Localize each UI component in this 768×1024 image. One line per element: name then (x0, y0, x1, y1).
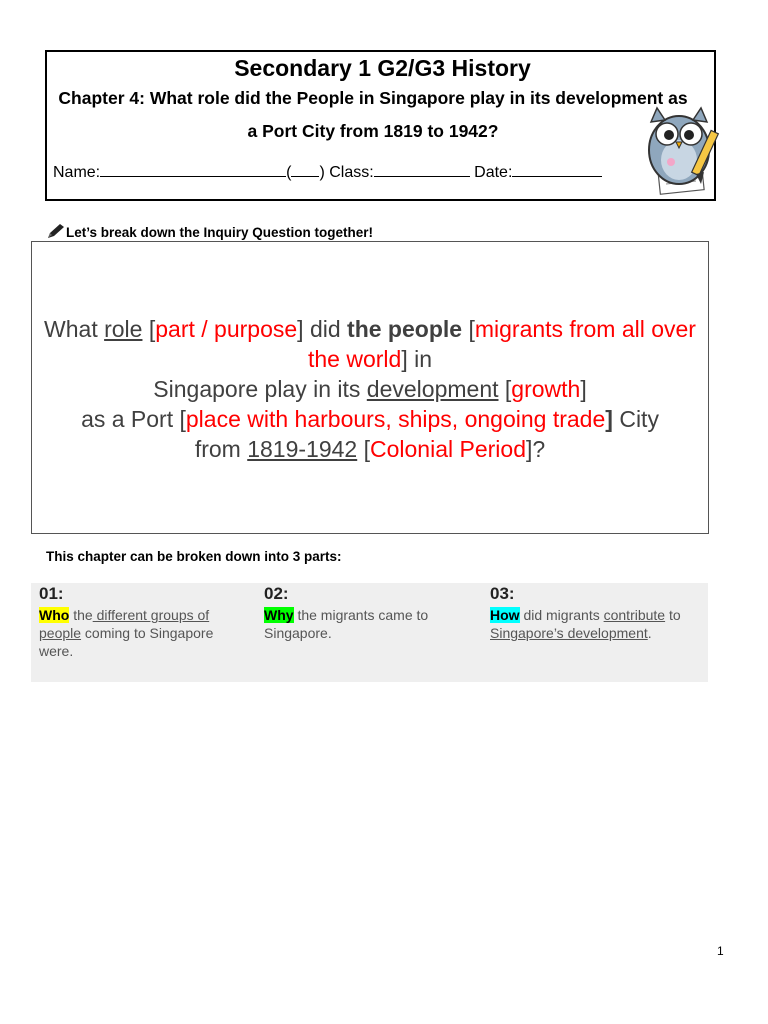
page-number: 1 (717, 944, 724, 958)
iq-text: as a Port [ (81, 406, 186, 432)
class-field[interactable] (374, 162, 470, 177)
part-text: the (69, 607, 93, 623)
iq-text: [ (357, 436, 370, 462)
worksheet-header (45, 50, 716, 201)
iq-definition-development: growth (511, 376, 581, 402)
iq-definition-people: migrants from all over the world (307, 316, 696, 372)
part-number: 01: (39, 584, 64, 603)
iq-definition-role: part / purpose (155, 316, 298, 342)
class-label: Class: (329, 164, 374, 181)
worksheet-title: Secondary 1 G2/G3 History (234, 55, 531, 81)
part-number: 02: (264, 584, 289, 603)
part-text: to (665, 607, 681, 623)
part-text: coming to Singapore were. (39, 625, 214, 659)
iq-keyword-development: development (366, 376, 499, 402)
iq-text: [ (498, 376, 512, 402)
pen-icon (46, 222, 66, 240)
index-open-paren: ( (286, 164, 292, 181)
date-field[interactable] (512, 162, 602, 177)
iq-text: ] did (297, 316, 348, 342)
part-description (264, 606, 464, 642)
inquiry-question (42, 314, 698, 464)
iq-text: from (194, 436, 248, 462)
part-keyword: Who (39, 607, 70, 623)
iq-text: ]? (525, 436, 546, 462)
part-01 (39, 583, 239, 660)
part-underlined-text: Singapore’s development (490, 625, 648, 641)
iq-text: ] (605, 406, 613, 432)
chapter-title: Chapter 4: What role did the People in Singapore play in its development as a Port City from 1819 to 1942? (58, 88, 688, 141)
name-field[interactable] (100, 162, 286, 177)
index-close-paren: ) (319, 164, 325, 181)
iq-text: ] in (401, 346, 432, 372)
iq-definition-years: Colonial Period (370, 436, 526, 462)
date-label: Date: (474, 164, 513, 181)
iq-text: Singapore play in its (153, 376, 367, 402)
iq-text: [ (142, 316, 156, 342)
part-keyword: Why (264, 607, 294, 623)
part-number: 03: (490, 584, 515, 603)
inquiry-instruction-text: Let’s break down the Inquiry Question together! (66, 225, 374, 240)
part-underlined-text: different groups of people (39, 607, 210, 641)
name-label: Name: (53, 164, 101, 181)
part-description (490, 606, 705, 642)
part-text: did migrants (519, 607, 604, 623)
part-03 (490, 583, 705, 642)
iq-text: What (44, 316, 105, 342)
iq-keyword-role: role (104, 316, 143, 342)
iq-keyword-years: 1819-1942 (247, 436, 358, 462)
iq-definition-port: place with harbours, ships, ongoing trade (185, 406, 606, 432)
iq-text: [ (462, 316, 475, 342)
inquiry-question-box (31, 241, 709, 534)
owl-writing-icon (641, 100, 721, 200)
part-keyword: How (490, 607, 520, 623)
part-description (39, 606, 239, 660)
part-text: . (647, 625, 652, 641)
student-info-fields (53, 162, 602, 182)
part-text: the migrants came to Singapore. (264, 607, 429, 641)
chapter-parts (31, 583, 708, 682)
inquiry-instruction (46, 222, 373, 240)
part-02 (264, 583, 464, 642)
iq-text: ] (580, 376, 587, 402)
index-field[interactable] (291, 162, 319, 177)
iq-text: City (612, 406, 659, 432)
iq-keyword-people: the people (347, 316, 463, 342)
parts-intro: This chapter can be broken down into 3 parts: (46, 549, 342, 564)
part-underlined-text: contribute (603, 607, 666, 623)
